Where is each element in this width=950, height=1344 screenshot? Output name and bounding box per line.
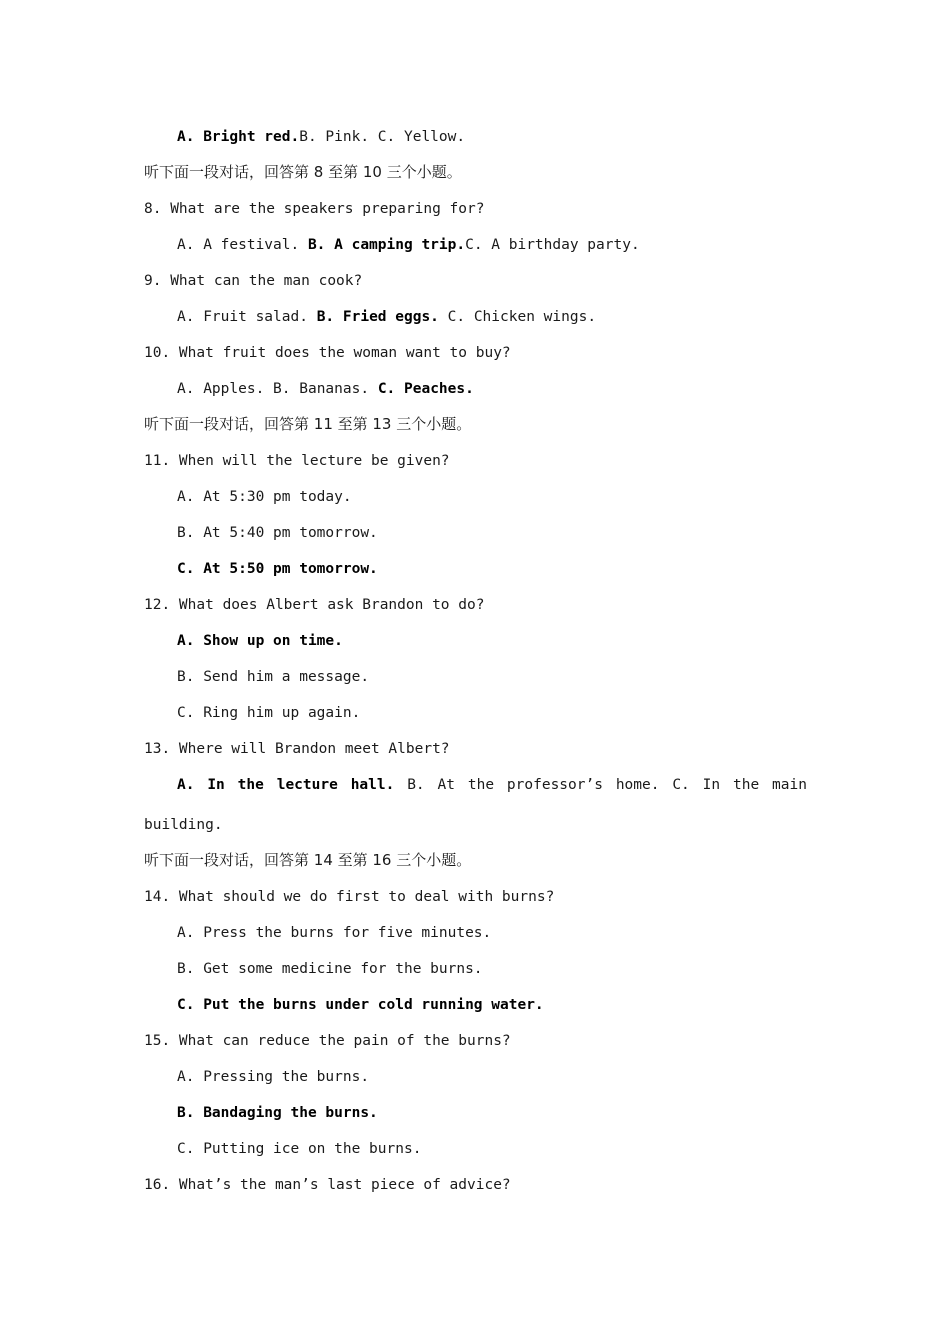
option-c-continuation: building. xyxy=(144,817,223,833)
option-row-13 xyxy=(177,775,807,795)
option-c-answer: C. Put the burns under cold running water. xyxy=(177,997,544,1013)
question-12: 12. What does Albert ask Brandon to do? xyxy=(144,597,485,613)
option-c-word: C. xyxy=(672,777,690,793)
option-b: B. Get some medicine for the burns. xyxy=(177,961,483,977)
option-a-answer-word: lecture xyxy=(276,777,338,793)
option-a-answer-word: In xyxy=(207,777,225,793)
option-row-8 xyxy=(177,235,640,255)
option-a-answer: A. Bright red. xyxy=(177,129,300,145)
option-a: A. Apples. xyxy=(177,381,265,397)
option-b-word: the xyxy=(467,777,495,793)
option-a: A. Press the burns for five minutes. xyxy=(177,925,492,941)
option-row-10 xyxy=(177,379,474,399)
option-b: B. At 5:40 pm tomorrow. xyxy=(177,525,378,541)
option-b-answer: B. A camping trip. xyxy=(307,237,466,253)
option-c-word: In xyxy=(702,777,721,793)
option-c: C. Ring him up again. xyxy=(177,705,361,721)
option-a: A. Pressing the burns. xyxy=(177,1069,370,1085)
option-c-word: the xyxy=(732,777,760,793)
option-a-answer-word: hall. xyxy=(350,777,395,793)
option-c-answer: C. Peaches. xyxy=(377,381,474,397)
option-b: B. Bananas. xyxy=(273,381,370,397)
question-13: 13. Where will Brandon meet Albert? xyxy=(144,741,450,757)
option-a: A. Fruit salad. xyxy=(177,309,308,325)
option-a-answer: A. Show up on time. xyxy=(177,633,343,649)
section-heading: 听下面一段对话，回答第 8 至第 10 三个小题。 xyxy=(144,163,462,181)
option-a-answer-word: the xyxy=(237,777,264,793)
question-11: 11. When will the lecture be given? xyxy=(144,453,450,469)
option-c-answer: C. At 5:50 pm tomorrow. xyxy=(177,561,378,577)
question-16: 16. What’s the man’s last piece of advice? xyxy=(144,1177,511,1193)
option-c: C. A birthday party. xyxy=(465,237,640,253)
option-b-answer: B. Fried eggs. xyxy=(316,309,439,325)
option-b: B. Pink. xyxy=(299,129,370,145)
question-9: 9. What can the man cook? xyxy=(144,273,363,289)
option-c: C. Chicken wings. xyxy=(447,309,597,325)
option-row-9 xyxy=(177,307,596,327)
question-14: 14. What should we do first to deal with burns? xyxy=(144,889,555,905)
question-15: 15. What can reduce the pain of the burns? xyxy=(144,1033,511,1049)
option-row-7 xyxy=(177,127,465,147)
option-b-word: At xyxy=(437,777,455,793)
option-c-word: main xyxy=(772,777,807,793)
option-a: A. At 5:30 pm today. xyxy=(177,489,352,505)
option-b-answer: B. Bandaging the burns. xyxy=(177,1105,378,1121)
option-b: B. Send him a message. xyxy=(177,669,370,685)
option-a: A. A festival. xyxy=(177,237,300,253)
option-c: C. Putting ice on the burns. xyxy=(177,1141,422,1157)
section-heading: 听下面一段对话，回答第 11 至第 13 三个小题。 xyxy=(144,415,472,433)
option-b-word: professor’s xyxy=(506,777,603,793)
option-b-word: B. xyxy=(407,777,425,793)
option-c: C. Yellow. xyxy=(377,129,466,145)
option-a-answer-word: A. xyxy=(177,777,195,793)
question-10: 10. What fruit does the woman want to buy? xyxy=(144,345,511,361)
option-b-word: home. xyxy=(615,777,660,793)
section-heading: 听下面一段对话，回答第 14 至第 16 三个小题。 xyxy=(144,851,472,869)
question-8: 8. What are the speakers preparing for? xyxy=(144,201,485,217)
